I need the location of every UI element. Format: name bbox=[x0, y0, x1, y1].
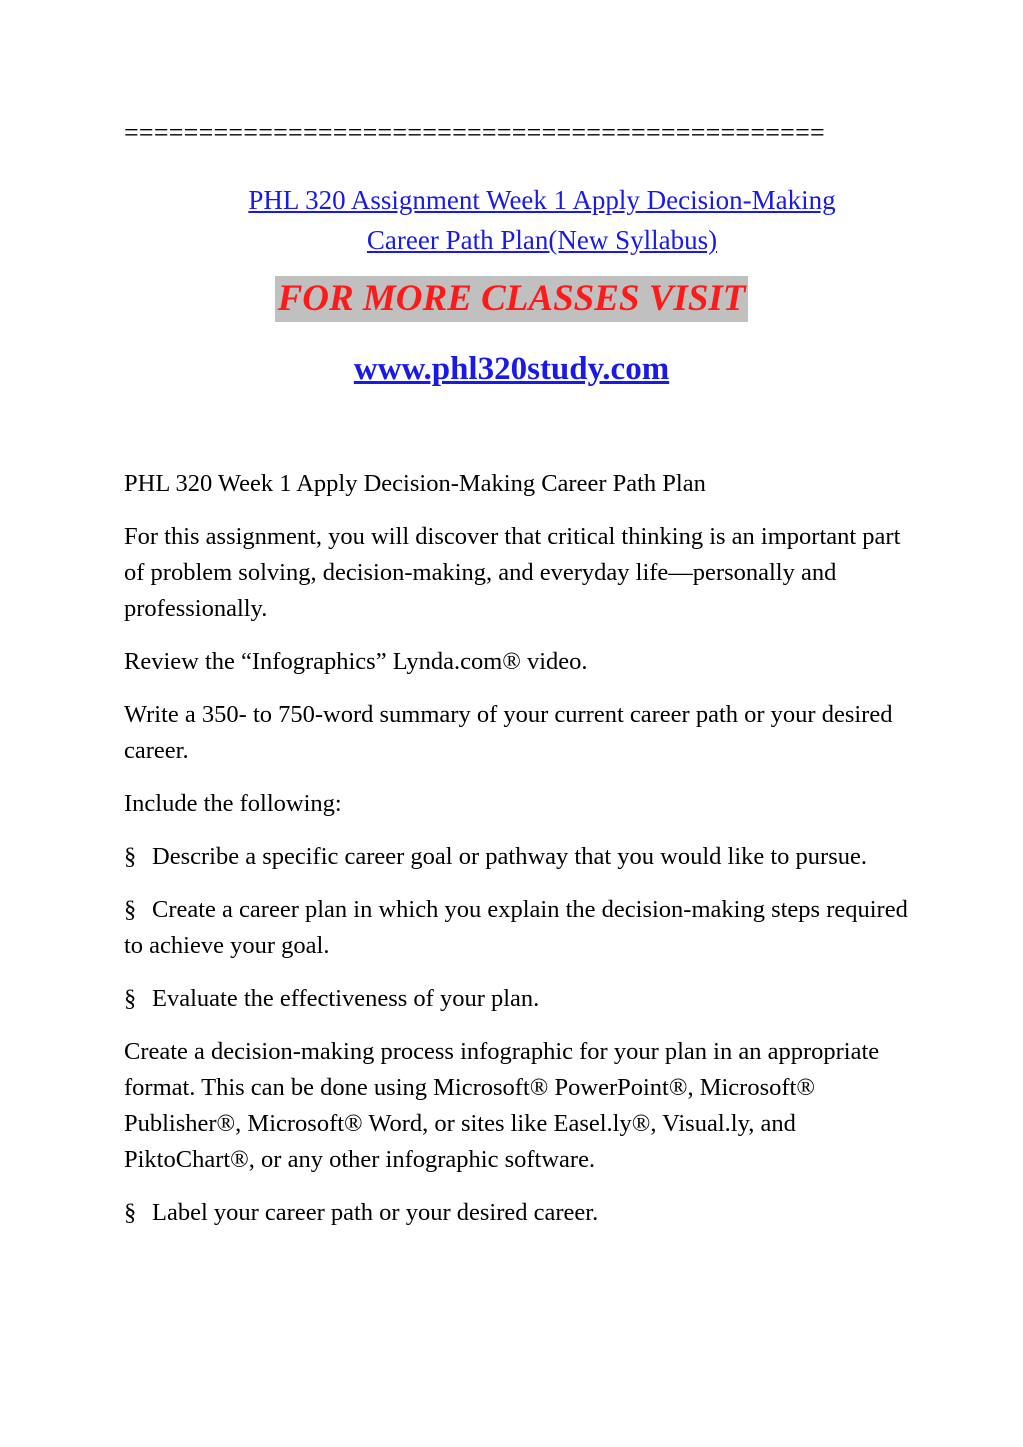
include-paragraph: Include the following: bbox=[124, 790, 342, 817]
list-item bbox=[124, 892, 924, 964]
promo-text: FOR MORE CLASSES VISIT bbox=[275, 276, 749, 322]
separator-line: =============================================== bbox=[124, 118, 825, 147]
section-sign-icon: § bbox=[124, 1199, 137, 1226]
title-line-2: Career Path Plan(New Syllabus) bbox=[366, 225, 718, 255]
assignment-title-link[interactable] bbox=[124, 180, 960, 260]
assignment-body bbox=[124, 466, 924, 1248]
section-sign-icon: § bbox=[124, 843, 137, 870]
bullet-text: Evaluate the effectiveness of your plan. bbox=[152, 985, 540, 1012]
site-link-row bbox=[0, 348, 1023, 390]
title-line-1: PHL 320 Assignment Week 1 Apply Decision-Making bbox=[248, 185, 836, 215]
review-paragraph: Review the “Infographics” Lynda.com® video. bbox=[124, 648, 588, 675]
bullet-text: Describe a specific career goal or pathway that you would like to pursue. bbox=[152, 843, 867, 870]
list-item bbox=[124, 1195, 924, 1231]
intro-paragraph: For this assignment, you will discover that critical thinking is an important part of problem solving, decision-making, and everyday life—personally and professionally. bbox=[124, 523, 901, 622]
section-sign-icon: § bbox=[124, 896, 137, 923]
list-item bbox=[124, 839, 924, 875]
site-url-link[interactable]: www.phl320study.com bbox=[353, 351, 670, 387]
bullet-text: Create a career plan in which you explain the decision-making steps required to achieve your goal. bbox=[124, 896, 908, 959]
list-item bbox=[124, 981, 924, 1017]
section-sign-icon: § bbox=[124, 985, 137, 1012]
write-paragraph: Write a 350- to 750-word summary of your current career path or your desired career. bbox=[124, 701, 893, 764]
assignment-heading: PHL 320 Week 1 Apply Decision-Making Career Path Plan bbox=[124, 470, 706, 497]
bullet-text: Label your career path or your desired career. bbox=[152, 1199, 599, 1226]
promo-banner bbox=[0, 276, 1023, 322]
infographic-paragraph: Create a decision-making process infographic for your plan in an appropriate format. This can be done using Microsoft® PowerPoint®, Microsoft® Publisher®, Microsoft® Word, or sites like Easel.ly®, Visual.ly, and PiktoChart®, or any other infographic software. bbox=[124, 1038, 880, 1173]
